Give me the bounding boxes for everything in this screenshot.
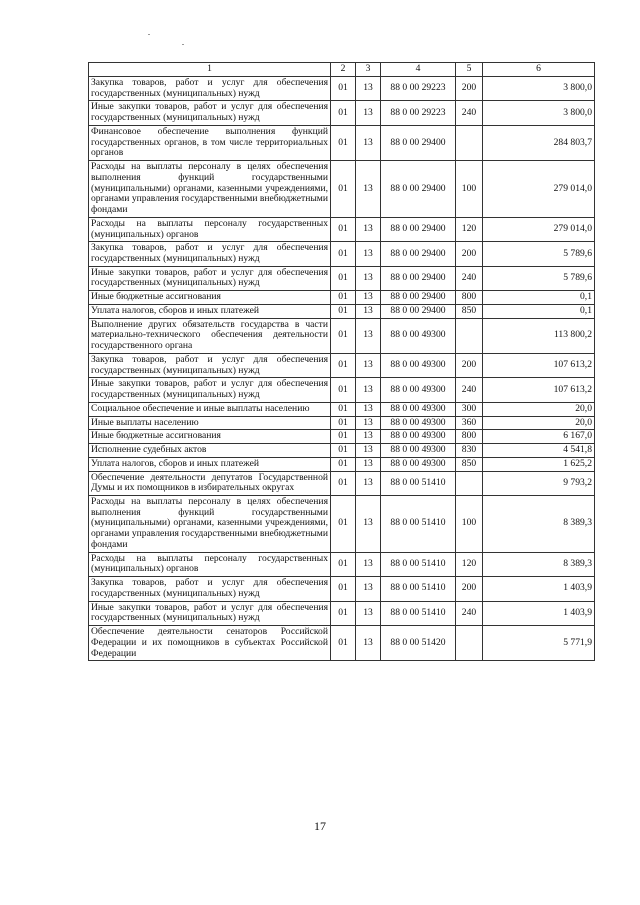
subsection-code-cell: 13 [356,217,381,241]
amount-cell: 8 389,3 [483,495,595,552]
table-row [89,318,595,353]
amount-cell: 113 800,2 [483,318,595,353]
amount-cell: 5 789,6 [483,266,595,290]
expense-type-cell: 800 [456,291,483,305]
section-code-cell: 01 [331,457,356,471]
section-code-cell: 01 [331,416,356,430]
table-row [89,161,595,218]
target-article-cell: 88 0 00 49300 [381,318,456,353]
amount-cell: 1 625,2 [483,457,595,471]
expense-type-cell: 200 [456,577,483,601]
section-code-cell: 01 [331,495,356,552]
target-article-cell: 88 0 00 51410 [381,577,456,601]
subsection-code-cell: 13 [356,353,381,377]
expense-type-cell [456,471,483,495]
expense-type-cell: 850 [456,457,483,471]
expense-type-cell [456,125,483,160]
column-header: 5 [456,63,483,77]
amount-cell: 1 403,9 [483,601,595,625]
section-code-cell: 01 [331,291,356,305]
amount-cell: 8 389,3 [483,552,595,576]
amount-cell: 5 789,6 [483,242,595,266]
table-row [89,242,595,266]
section-code-cell: 01 [331,430,356,444]
table-row [89,402,595,416]
subsection-code-cell: 13 [356,626,381,661]
amount-cell: 20,0 [483,416,595,430]
expense-name-cell: Иные бюджетные ассигнования [89,430,331,444]
subsection-code-cell: 13 [356,304,381,318]
section-code-cell: 01 [331,101,356,125]
table-row [89,444,595,458]
table-row [89,416,595,430]
section-code-cell: 01 [331,577,356,601]
amount-cell: 0,1 [483,304,595,318]
subsection-code-cell: 13 [356,101,381,125]
expense-type-cell: 240 [456,101,483,125]
table-row [89,552,595,576]
table-row [89,378,595,402]
expense-name-cell: Выполнение других обязательств государства в части материально-технического обеспечения деятельности государственного органа [89,318,331,353]
target-article-cell: 88 0 00 29223 [381,101,456,125]
section-code-cell: 01 [331,353,356,377]
table-row [89,291,595,305]
target-article-cell: 88 0 00 49300 [381,353,456,377]
expense-name-cell: Иные закупки товаров, работ и услуг для обеспечения государственных (муниципальных) нужд [89,101,331,125]
section-code-cell: 01 [331,601,356,625]
section-code-cell: 01 [331,242,356,266]
expense-name-cell: Исполнение судебных актов [89,444,331,458]
column-header: 6 [483,63,595,77]
subsection-code-cell: 13 [356,125,381,160]
subsection-code-cell: 13 [356,77,381,101]
expense-type-cell: 240 [456,601,483,625]
section-code-cell: 01 [331,444,356,458]
subsection-code-cell: 13 [356,266,381,290]
target-article-cell: 88 0 00 49300 [381,444,456,458]
subsection-code-cell: 13 [356,601,381,625]
target-article-cell: 88 0 00 49300 [381,402,456,416]
amount-cell: 284 803,7 [483,125,595,160]
amount-cell: 9 793,2 [483,471,595,495]
table-row [89,353,595,377]
target-article-cell: 88 0 00 49300 [381,416,456,430]
expense-type-cell: 200 [456,353,483,377]
subsection-code-cell: 13 [356,577,381,601]
amount-cell: 4 541,8 [483,444,595,458]
budget-table [88,62,595,661]
section-code-cell: 01 [331,266,356,290]
expense-name-cell: Расходы на выплаты персоналу государственных (муниципальных) органов [89,217,331,241]
table-row [89,471,595,495]
target-article-cell: 88 0 00 29400 [381,161,456,218]
subsection-code-cell: 13 [356,457,381,471]
expense-type-cell: 200 [456,77,483,101]
table-row [89,266,595,290]
section-code-cell: 01 [331,217,356,241]
expense-type-cell: 100 [456,161,483,218]
amount-cell: 6 167,0 [483,430,595,444]
table-row [89,495,595,552]
amount-cell: 107 613,2 [483,378,595,402]
page-number: 17 [314,819,326,833]
target-article-cell: 88 0 00 51410 [381,495,456,552]
expense-name-cell: Иные закупки товаров, работ и услуг для обеспечения государственных (муниципальных) нужд [89,601,331,625]
amount-cell: 3 800,0 [483,101,595,125]
expense-name-cell: Расходы на выплаты персоналу в целях обеспечения выполнения функций государственными (муниципальными) органами, казенными учреждениями, органами управления государственными внебюджетными фондами [89,495,331,552]
expense-name-cell: Закупка товаров, работ и услуг для обеспечения государственных (муниципальных) нужд [89,242,331,266]
table-row [89,77,595,101]
expense-name-cell: Финансовое обеспечение выполнения функций государственных органов, в том числе территориальных органов [89,125,331,160]
section-code-cell: 01 [331,304,356,318]
expense-type-cell: 300 [456,402,483,416]
header-row [89,63,595,77]
expense-type-cell: 830 [456,444,483,458]
amount-cell: 107 613,2 [483,353,595,377]
amount-cell: 279 014,0 [483,161,595,218]
subsection-code-cell: 13 [356,552,381,576]
target-article-cell: 88 0 00 29400 [381,291,456,305]
target-article-cell: 88 0 00 51410 [381,552,456,576]
table-row [89,430,595,444]
table-row [89,601,595,625]
subsection-code-cell: 13 [356,495,381,552]
table-row [89,626,595,661]
target-article-cell: 88 0 00 29400 [381,266,456,290]
expense-type-cell: 240 [456,378,483,402]
expense-type-cell: 240 [456,266,483,290]
target-article-cell: 88 0 00 29400 [381,217,456,241]
expense-name-cell: Обеспечение деятельности депутатов Государственной Думы и их помощников в избирательных округах [89,471,331,495]
target-article-cell: 88 0 00 51410 [381,601,456,625]
expense-type-cell: 800 [456,430,483,444]
expense-name-cell: Социальное обеспечение и иные выплаты населению [89,402,331,416]
section-code-cell: 01 [331,552,356,576]
column-header: 1 [89,63,331,77]
expense-type-cell: 200 [456,242,483,266]
expense-name-cell: Иные закупки товаров, работ и услуг для обеспечения государственных (муниципальных) нужд [89,378,331,402]
expense-name-cell: Иные бюджетные ассигнования [89,291,331,305]
amount-cell: 1 403,9 [483,577,595,601]
table-row [89,217,595,241]
table-body [89,77,595,661]
target-article-cell: 88 0 00 29223 [381,77,456,101]
table-row [89,125,595,160]
table-row [89,457,595,471]
amount-cell: 0,1 [483,291,595,305]
section-code-cell: 01 [331,77,356,101]
subsection-code-cell: 13 [356,318,381,353]
section-code-cell: 01 [331,125,356,160]
subsection-code-cell: 13 [356,291,381,305]
subsection-code-cell: 13 [356,242,381,266]
table-row [89,304,595,318]
target-article-cell: 88 0 00 49300 [381,457,456,471]
amount-cell: 3 800,0 [483,77,595,101]
section-code-cell: 01 [331,471,356,495]
target-article-cell: 88 0 00 51410 [381,471,456,495]
expense-name-cell: Иные закупки товаров, работ и услуг для обеспечения государственных (муниципальных) нужд [89,266,331,290]
target-article-cell: 88 0 00 29400 [381,242,456,266]
expense-type-cell: 360 [456,416,483,430]
subsection-code-cell: 13 [356,161,381,218]
expense-name-cell: Закупка товаров, работ и услуг для обеспечения государственных (муниципальных) нужд [89,353,331,377]
expense-type-cell: 120 [456,217,483,241]
target-article-cell: 88 0 00 29400 [381,125,456,160]
target-article-cell: 88 0 00 49300 [381,430,456,444]
expense-name-cell: Закупка товаров, работ и услуг для обеспечения государственных (муниципальных) нужд [89,77,331,101]
expense-name-cell: Закупка товаров, работ и услуг для обеспечения государственных (муниципальных) нужд [89,577,331,601]
expense-name-cell: Расходы на выплаты персоналу в целях обеспечения выполнения функций государственными (муниципальными) органами, казенными учреждениями, органами управления государственными внебюджетными фондами [89,161,331,218]
amount-cell: 279 014,0 [483,217,595,241]
expense-type-cell: 100 [456,495,483,552]
section-code-cell: 01 [331,402,356,416]
expense-type-cell: 850 [456,304,483,318]
section-code-cell: 01 [331,626,356,661]
expense-type-cell [456,626,483,661]
table-row [89,101,595,125]
subsection-code-cell: 13 [356,444,381,458]
target-article-cell: 88 0 00 51420 [381,626,456,661]
expense-name-cell: Обеспечение деятельности сенаторов Российской Федерации и их помощников в субъектах Российской Федерации [89,626,331,661]
column-header: 3 [356,63,381,77]
expense-name-cell: Уплата налогов, сборов и иных платежей [89,457,331,471]
subsection-code-cell: 13 [356,402,381,416]
column-header: 4 [381,63,456,77]
subsection-code-cell: 13 [356,416,381,430]
expense-name-cell: Расходы на выплаты персоналу государственных (муниципальных) органов [89,552,331,576]
table-row [89,577,595,601]
expense-type-cell [456,318,483,353]
section-code-cell: 01 [331,161,356,218]
target-article-cell: 88 0 00 29400 [381,304,456,318]
expense-name-cell: Иные выплаты населению [89,416,331,430]
expense-name-cell: Уплата налогов, сборов и иных платежей [89,304,331,318]
subsection-code-cell: 13 [356,430,381,444]
subsection-code-cell: 13 [356,471,381,495]
subsection-code-cell: 13 [356,378,381,402]
section-code-cell: 01 [331,378,356,402]
column-header: 2 [331,63,356,77]
section-code-cell: 01 [331,318,356,353]
amount-cell: 20,0 [483,402,595,416]
target-article-cell: 88 0 00 49300 [381,378,456,402]
expense-type-cell: 120 [456,552,483,576]
scan-speck [148,34,150,35]
scan-speck [182,44,184,45]
amount-cell: 5 771,9 [483,626,595,661]
